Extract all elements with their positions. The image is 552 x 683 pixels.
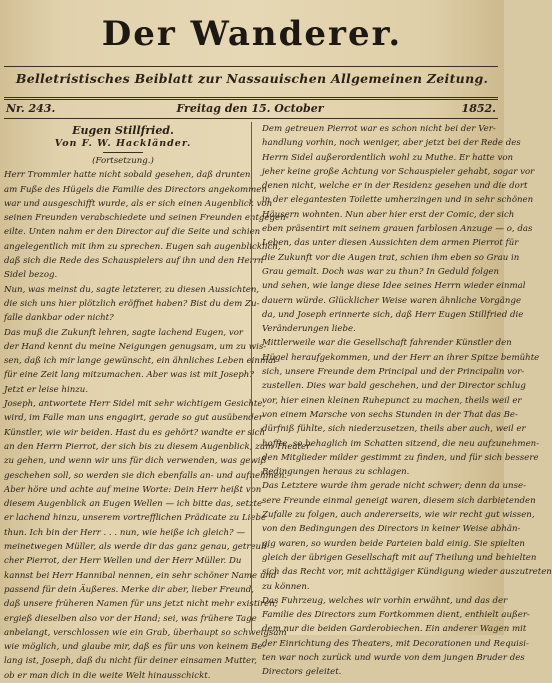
- text-line: daß sich die Rede des Schauspielers auf ihn und den Herrn: [4, 256, 264, 267]
- text-line: zu gehen, und wenn wir uns für dich verwenden, was gewiß: [4, 456, 267, 467]
- text-line: für eine Zeit lang mitzumachen. Aber was ist mit Joseph?: [4, 370, 254, 381]
- text-line: diesem Augenblick an Eugen Wellen — ich bitte das, setzte: [4, 499, 263, 510]
- text-line: den Mitglieder milder gestimmt zu finden, und für sich bessere: [262, 452, 539, 463]
- text-line: von einem Marsche von sechs Stunden in der That das Be-: [262, 409, 518, 420]
- text-line: sen, daß ich mir lange gewünscht, ein ähnliches Leben einmal: [4, 356, 276, 367]
- text-line: Mittlerweile war die Gesellschaft fahrender Künstler den: [262, 338, 512, 349]
- text-line: jeher keine große Achtung vor Schauspieler gehabt, sogar vor: [262, 166, 535, 177]
- masthead: Der Wanderer.: [101, 14, 403, 54]
- text-line: wie möglich, und glaube mir, daß es für uns von keinem Be-: [4, 642, 266, 653]
- text-line: falle dankbar oder nicht?: [4, 313, 114, 324]
- text-line: von den Bedingungen des Directors in keiner Weise abhän-: [262, 524, 521, 535]
- text-line: da, und Joseph erinnerte sich, daß Herr Eugen Stillfried die: [262, 309, 524, 320]
- text-line: geschehen soll, so werden sie dich ebenfalls an- und aufnehmen.: [4, 470, 288, 481]
- text-line: thun. Ich bin der Herr . . . nun, wie heiße ich gleich? —: [4, 527, 245, 538]
- text-line: er lachend hinzu, unserem vortrefflichen Prädicate zu Liebe: [4, 513, 267, 524]
- text-line: eilte. Unten nahm er den Director auf die Seite und schien: [4, 227, 261, 238]
- text-line: dürfniß fühlte, sich niederzusetzen, theils aber auch, weil er: [262, 424, 526, 435]
- text-line: angelegentlich mit ihm zu sprechen. Eugen sah augenblicklich,: [4, 241, 281, 252]
- text-line: der Einrichtung des Theaters, mit Decorationen und Requisi-: [262, 638, 529, 649]
- text-line: gleich der übrigen Gesellschaft mit auf Theilung und behielten: [262, 552, 537, 563]
- text-line: passend für dein Äußeres. Merke dir aber, lieber Freund,: [4, 584, 255, 595]
- text-line: vor, hier einen kleinen Ruhepunct zu machen, theils weil er: [262, 395, 522, 406]
- issue-date: Freitag den 15. October: [176, 102, 324, 115]
- text-line: Jetzt er leise hinzu.: [4, 384, 89, 395]
- text-line: Dem getreuen Pierrot war es schon nicht bei der Ver-: [262, 124, 496, 134]
- text-line: meinetwegen Müller, als werde dir das ganz genau, getreuli-: [4, 542, 270, 553]
- text-line: Familie des Directors zum Fortkommen dient, enthielt außer-: [262, 610, 530, 621]
- text-line: Künstler, wie wir beiden. Hast du es gehört? wandte er sich: [4, 427, 266, 438]
- issue-year: 1852.: [461, 102, 496, 115]
- article-author: Von F. W. Hackländer.: [54, 138, 192, 149]
- rule: [4, 118, 498, 119]
- rule: [4, 97, 498, 98]
- article-title: Eugen Stillfried.: [72, 124, 174, 137]
- text-line: zu können.: [262, 581, 310, 592]
- text-line: gig waren, so wurden beide Parteien bald einig. Sie spielten: [262, 538, 525, 549]
- text-line: denen nicht, welche er in der Residenz gesehen und die dort: [262, 181, 528, 192]
- text-line: Aber höre und achte auf meine Worte: Dein Herr heißt von: [4, 484, 262, 495]
- text-line: ob er man dich in die weite Welt hinausschickt.: [4, 670, 211, 681]
- text-line: Sidel bezog.: [4, 270, 58, 281]
- text-line: Veränderungen liebe.: [262, 324, 356, 335]
- rule: [4, 66, 498, 67]
- text-line: Grau gemalt. Doch was war zu thun? In Geduld folgen: [262, 266, 500, 277]
- text-line: Das Fuhrzeug, welches wir vorhin erwähnt, und das der: [262, 595, 508, 606]
- continuation-note: (Fortsetzung.): [92, 156, 154, 166]
- right-body-text: [262, 122, 552, 680]
- text-line: ten war noch zurück und wurde von dem jungen Bruder des: [262, 652, 525, 663]
- text-line: war und ausgeschifft wurde, als er sich einen Augenblick von: [4, 198, 273, 209]
- text-line: dauern würde. Glücklicher Weise waren ähnliche Vorgänge: [262, 295, 522, 306]
- text-line: eben präsentirt mit seinem grauen farblosen Anzuge — o, das: [262, 224, 533, 235]
- text-line: Joseph, antwortete Herr Sidel mit sehr wichtigem Gesichte,: [4, 399, 266, 410]
- text-line: in der elegantesten Toilette umherzingen und in sehr schönen: [262, 195, 534, 206]
- text-line: Das Letztere wurde ihm gerade nicht schwer; denn da unse-: [262, 481, 526, 492]
- text-line: sich, unsere Freunde dem Principal und der Principalin vor-: [262, 367, 525, 378]
- text-line: kannst bei Herr Hannibal nennen, ein sehr schöner Name und: [4, 570, 277, 581]
- text-line: Bedingungen heraus zu schlagen.: [262, 467, 410, 478]
- text-line: wird, im Falle man uns engagirt, gerade so gut ausübender: [4, 413, 263, 424]
- text-line: der Hand kennt du meine Neigungen genugsam, um zu wis-: [4, 341, 267, 352]
- text-line: die Zukunft vor die Augen trat, schien ihm eben so Grau in: [262, 252, 520, 263]
- text-line: handlung vorhin, noch weniger, aber jetzt bei der Rede des: [262, 138, 521, 149]
- text-line: an den Herrn Pierrot, der sich bis zu diesem Augenblick, zum Theater: [4, 441, 311, 452]
- text-line: anbelangt, verschlossen wie ein Grab, überhaupt so schweigsam: [4, 627, 287, 638]
- text-line: Herrn Sidel außerordentlich wohl zu Muthe. Er hatte von: [262, 152, 514, 163]
- text-line: cher Pierrot, der Herr Wellen und der Herr Müller. Du: [4, 556, 242, 567]
- text-line: lang ist, Joseph, daß du nicht für deiner einsamen Mutter,: [4, 656, 257, 667]
- text-line: sich das Recht vor, mit achttägiger Kündigung wieder auszutreten: [262, 567, 552, 578]
- text-line: seinen Freunden verabschiedete und seinen Freunden entgegen-: [4, 213, 289, 224]
- dateline: [4, 100, 496, 118]
- text-line: am Fuße des Hügels die Familie des Directors angekommen: [4, 184, 267, 195]
- text-line: die sich uns hier plötzlich eröffnet haben? Bist du dem Zu-: [4, 298, 260, 309]
- subtitle: Belletristisches Beiblatt zur Nassauischen Allgemeinen Zeitung.: [15, 71, 489, 86]
- text-line: daß unsere früheren Namen für uns jetzt nicht mehr existiren;: [4, 599, 278, 610]
- rule: [103, 152, 143, 153]
- text-line: Leben, das unter diesen Aussichten dem armen Pierrot für: [262, 238, 519, 249]
- text-line: Herr Trommler hatte nicht sobald gesehen, daß drunten: [4, 170, 251, 181]
- text-line: zustellen. Dies war bald geschehen, und der Director schlug: [262, 381, 526, 392]
- issue-number: Nr. 243.: [6, 102, 56, 115]
- text-line: Häusern wohnten. Nun aber hier erst der Comic, der sich: [262, 209, 515, 220]
- text-line: Nun, was meinst du, sagte letzterer, zu diesen Aussichten,: [4, 284, 260, 295]
- text-line: hoffte, so behaglich im Schatten sitzend, die neu aufzunehmen-: [262, 438, 540, 449]
- text-line: Directors geleitet.: [262, 667, 342, 678]
- right-column: [262, 122, 552, 680]
- text-line: Zufalle zu folgen, auch andererseits, wie wir recht gut wissen,: [262, 510, 535, 521]
- text-line: und sehen, wie lange diese Idee seines Herrn wieder einmal: [262, 281, 526, 292]
- text-line: Hügel heraufgekommen, und der Herr an ihrer Spitze bemühte: [262, 352, 540, 363]
- text-line: ergieß dieselben also vor der Hand; sei, was frühere Tage: [4, 613, 257, 624]
- text-line: Das muß die Zukunft lehren, sagte lachend Eugen, vor: [4, 327, 243, 338]
- text-line: sere Freunde einmal geneigt waren, diesem sich darbietenden: [262, 495, 536, 506]
- column-divider: [251, 122, 252, 631]
- text-line: dem nur die beiden Garderobiechen. Ein anderer Wagen mit: [262, 624, 527, 635]
